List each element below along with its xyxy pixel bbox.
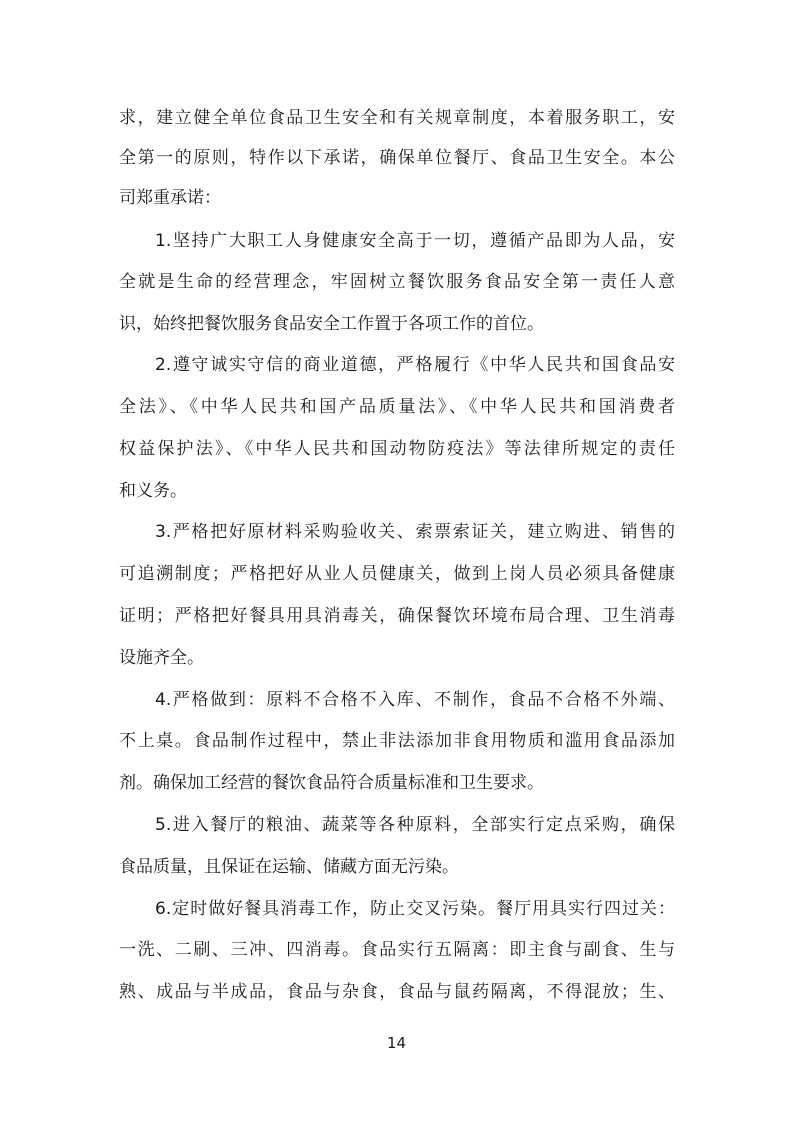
page-number: 14 <box>386 1034 407 1052</box>
text-line: 全法》、《中华人民共和国产品质量法》、《中华人民共和国消费者 <box>119 397 675 417</box>
text-line: 不上桌。食品制作过程中，禁止非法添加非食用物质和滥用食品添加 <box>119 731 675 751</box>
text-line: 权益保护法》、《中华人民共和国动物防疫法》等法律所规定的责任 <box>119 439 675 459</box>
text-line: 1.坚持广大职工人身健康安全高于一切，遵循产品即为人品，安 <box>155 231 675 251</box>
text-line: 全第一的原则，特作以下承诺，确保单位餐厅、食品卫生安全。本公 <box>119 148 675 168</box>
text-line: 6.定时做好餐具消毒工作，防止交叉污染。餐厅用具实行四过关： <box>155 899 675 919</box>
text-line: 和义务。 <box>119 481 187 501</box>
text-line: 食品质量，且保证在运输、储藏方面无污染。 <box>119 857 459 877</box>
text-line: 一洗、二刷、三冲、四消毒。食品实行五隔离：即主食与副食、生与 <box>119 940 675 960</box>
text-line: 证明；严格把好餐具用具消毒关，确保餐饮环境布局合理、卫生消毒 <box>119 606 675 626</box>
text-line: 识，始终把餐饮服务食品安全工作置于各项工作的首位。 <box>119 314 544 334</box>
text-line: 4.严格做到：原料不合格不入库、不制作，食品不合格不外端、 <box>155 690 675 710</box>
text-line: 5.进入餐厅的粮油、蔬菜等各种原料，全部实行定点采购，确保 <box>155 815 675 835</box>
text-line: 3.严格把好原材料采购验收关、索票索证关，建立购进、销售的 <box>155 522 675 542</box>
text-line: 2.遵守诚实守信的商业道德，严格履行《中华人民共和国食品安 <box>155 355 675 375</box>
text-line: 熟、成品与半成品，食品与杂食，食品与鼠药隔离，不得混放；生、 <box>119 982 675 1002</box>
text-line: 剂。确保加工经营的餐饮食品符合质量标准和卫生要求。 <box>119 773 544 793</box>
text-line: 可追溯制度；严格把好从业人员健康关，做到上岗人员必须具备健康 <box>119 564 675 584</box>
text-line: 全就是生命的经营理念，牢固树立餐饮服务食品安全第一责任人意 <box>119 272 675 292</box>
text-line: 求，建立健全单位食品卫生安全和有关规章制度，本着服务职工，安 <box>119 108 675 128</box>
text-line: 设施齐全。 <box>119 648 204 668</box>
text-line: 司郑重承诺： <box>119 188 221 208</box>
